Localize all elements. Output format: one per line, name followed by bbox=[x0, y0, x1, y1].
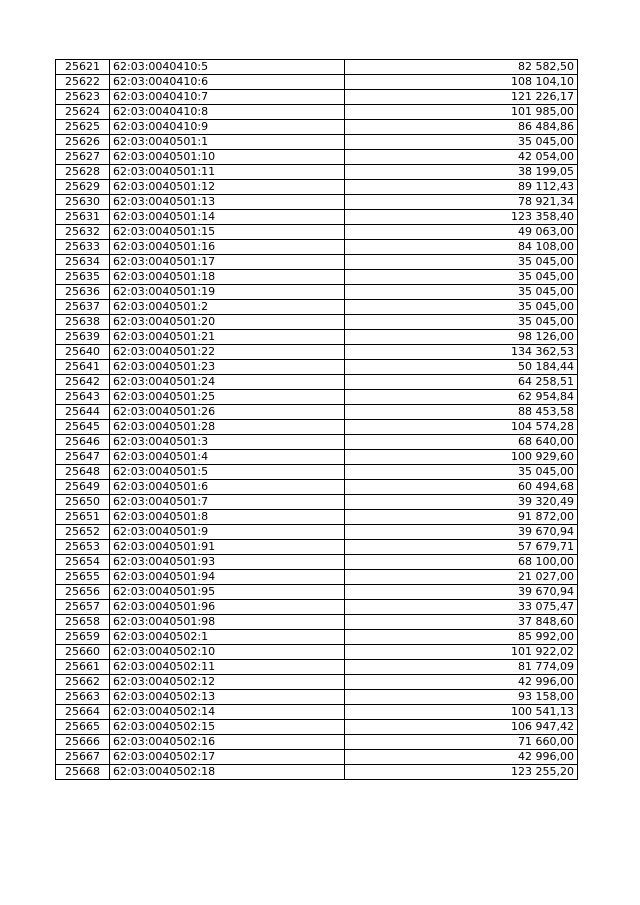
cadastral-number-cell: 62:03:0040501:93 bbox=[110, 555, 345, 570]
cadastral-number-cell: 62:03:0040501:7 bbox=[110, 495, 345, 510]
cadastral-number-cell: 62:03:0040501:14 bbox=[110, 210, 345, 225]
cadastral-value-cell: 57 679,71 bbox=[345, 540, 578, 555]
row-number-cell: 25635 bbox=[56, 270, 110, 285]
table-row bbox=[56, 720, 578, 735]
cadastral-number-cell: 62:03:0040502:18 bbox=[110, 765, 345, 780]
cadastral-number-cell: 62:03:0040502:12 bbox=[110, 675, 345, 690]
cadastral-value-cell: 35 045,00 bbox=[345, 270, 578, 285]
row-number-cell: 25625 bbox=[56, 120, 110, 135]
cadastral-value-cell: 68 640,00 bbox=[345, 435, 578, 450]
table-row bbox=[56, 510, 578, 525]
row-number-cell: 25657 bbox=[56, 600, 110, 615]
table-row bbox=[56, 570, 578, 585]
table-row bbox=[56, 690, 578, 705]
cadastral-value-cell: 82 582,50 bbox=[345, 60, 578, 75]
cadastral-value-cell: 101 922,02 bbox=[345, 645, 578, 660]
cadastral-number-cell: 62:03:0040502:1 bbox=[110, 630, 345, 645]
cadastral-value-cell: 121 226,17 bbox=[345, 90, 578, 105]
cadastral-value-cell: 39 670,94 bbox=[345, 525, 578, 540]
table-row bbox=[56, 435, 578, 450]
table-row bbox=[56, 480, 578, 495]
table-row bbox=[56, 300, 578, 315]
cadastral-number-cell: 62:03:0040501:25 bbox=[110, 390, 345, 405]
table-row bbox=[56, 75, 578, 90]
row-number-cell: 25649 bbox=[56, 480, 110, 495]
table-row bbox=[56, 420, 578, 435]
cadastral-number-cell: 62:03:0040501:18 bbox=[110, 270, 345, 285]
cadastral-value-cell: 35 045,00 bbox=[345, 135, 578, 150]
row-number-cell: 25641 bbox=[56, 360, 110, 375]
row-number-cell: 25664 bbox=[56, 705, 110, 720]
table-row bbox=[56, 630, 578, 645]
row-number-cell: 25647 bbox=[56, 450, 110, 465]
cadastral-number-cell: 62:03:0040501:96 bbox=[110, 600, 345, 615]
row-number-cell: 25668 bbox=[56, 765, 110, 780]
row-number-cell: 25658 bbox=[56, 615, 110, 630]
row-number-cell: 25666 bbox=[56, 735, 110, 750]
table-row bbox=[56, 750, 578, 765]
row-number-cell: 25650 bbox=[56, 495, 110, 510]
row-number-cell: 25622 bbox=[56, 75, 110, 90]
table-row bbox=[56, 315, 578, 330]
row-number-cell: 25624 bbox=[56, 105, 110, 120]
cadastral-number-cell: 62:03:0040501:23 bbox=[110, 360, 345, 375]
cadastral-value-cell: 123 358,40 bbox=[345, 210, 578, 225]
cadastral-value-cell: 21 027,00 bbox=[345, 570, 578, 585]
table-row bbox=[56, 330, 578, 345]
table-row bbox=[56, 210, 578, 225]
table-row bbox=[56, 585, 578, 600]
row-number-cell: 25629 bbox=[56, 180, 110, 195]
row-number-cell: 25651 bbox=[56, 510, 110, 525]
table-row bbox=[56, 525, 578, 540]
cadastral-value-cell: 93 158,00 bbox=[345, 690, 578, 705]
cadastral-value-cell: 50 184,44 bbox=[345, 360, 578, 375]
row-number-cell: 25663 bbox=[56, 690, 110, 705]
cadastral-number-cell: 62:03:0040410:6 bbox=[110, 75, 345, 90]
cadastral-value-cell: 62 954,84 bbox=[345, 390, 578, 405]
table-row bbox=[56, 600, 578, 615]
cadastral-number-cell: 62:03:0040501:24 bbox=[110, 375, 345, 390]
cadastral-value-cell: 88 453,58 bbox=[345, 405, 578, 420]
cadastral-value-cell: 104 574,28 bbox=[345, 420, 578, 435]
row-number-cell: 25656 bbox=[56, 585, 110, 600]
cadastral-value-cell: 35 045,00 bbox=[345, 465, 578, 480]
row-number-cell: 25628 bbox=[56, 165, 110, 180]
row-number-cell: 25626 bbox=[56, 135, 110, 150]
cadastral-value-cell: 39 670,94 bbox=[345, 585, 578, 600]
row-number-cell: 25662 bbox=[56, 675, 110, 690]
row-number-cell: 25640 bbox=[56, 345, 110, 360]
table-row bbox=[56, 660, 578, 675]
cadastral-value-cell: 71 660,00 bbox=[345, 735, 578, 750]
cadastral-number-cell: 62:03:0040502:10 bbox=[110, 645, 345, 660]
cadastral-number-cell: 62:03:0040501:21 bbox=[110, 330, 345, 345]
row-number-cell: 25645 bbox=[56, 420, 110, 435]
cadastral-number-cell: 62:03:0040502:14 bbox=[110, 705, 345, 720]
table-row bbox=[56, 120, 578, 135]
table-row bbox=[56, 675, 578, 690]
row-number-cell: 25667 bbox=[56, 750, 110, 765]
cadastral-value-cell: 84 108,00 bbox=[345, 240, 578, 255]
cadastral-value-cell: 78 921,34 bbox=[345, 195, 578, 210]
table-row bbox=[56, 450, 578, 465]
cadastral-number-cell: 62:03:0040501:5 bbox=[110, 465, 345, 480]
table-row bbox=[56, 195, 578, 210]
cadastral-number-cell: 62:03:0040502:15 bbox=[110, 720, 345, 735]
cadastral-value-cell: 106 947,42 bbox=[345, 720, 578, 735]
cadastral-number-cell: 62:03:0040501:95 bbox=[110, 585, 345, 600]
row-number-cell: 25643 bbox=[56, 390, 110, 405]
row-number-cell: 25637 bbox=[56, 300, 110, 315]
cadastral-number-cell: 62:03:0040501:3 bbox=[110, 435, 345, 450]
cadastral-number-cell: 62:03:0040410:8 bbox=[110, 105, 345, 120]
cadastral-number-cell: 62:03:0040502:11 bbox=[110, 660, 345, 675]
cadastral-value-cell: 60 494,68 bbox=[345, 480, 578, 495]
cadastral-number-cell: 62:03:0040501:91 bbox=[110, 540, 345, 555]
cadastral-value-cell: 98 126,00 bbox=[345, 330, 578, 345]
table-row bbox=[56, 225, 578, 240]
cadastral-value-cell: 35 045,00 bbox=[345, 255, 578, 270]
table-row bbox=[56, 90, 578, 105]
cadastral-value-cell: 42 054,00 bbox=[345, 150, 578, 165]
row-number-cell: 25659 bbox=[56, 630, 110, 645]
cadastral-value-cell: 89 112,43 bbox=[345, 180, 578, 195]
cadastral-number-cell: 62:03:0040410:7 bbox=[110, 90, 345, 105]
row-number-cell: 25623 bbox=[56, 90, 110, 105]
table-row bbox=[56, 405, 578, 420]
row-number-cell: 25646 bbox=[56, 435, 110, 450]
table-row bbox=[56, 360, 578, 375]
table-row bbox=[56, 375, 578, 390]
cadastral-value-cell: 49 063,00 bbox=[345, 225, 578, 240]
cadastral-number-cell: 62:03:0040501:22 bbox=[110, 345, 345, 360]
cadastral-value-cell: 86 484,86 bbox=[345, 120, 578, 135]
row-number-cell: 25634 bbox=[56, 255, 110, 270]
cadastral-number-cell: 62:03:0040501:1 bbox=[110, 135, 345, 150]
cadastral-number-cell: 62:03:0040501:20 bbox=[110, 315, 345, 330]
cadastral-value-cell: 64 258,51 bbox=[345, 375, 578, 390]
table-row bbox=[56, 390, 578, 405]
table-row bbox=[56, 60, 578, 75]
cadastral-value-cell: 33 075,47 bbox=[345, 600, 578, 615]
cadastral-value-cell: 81 774,09 bbox=[345, 660, 578, 675]
cadastral-number-cell: 62:03:0040501:6 bbox=[110, 480, 345, 495]
cadastral-number-cell: 62:03:0040502:17 bbox=[110, 750, 345, 765]
table-row bbox=[56, 150, 578, 165]
table-row bbox=[56, 180, 578, 195]
cadastral-value-cell: 37 848,60 bbox=[345, 615, 578, 630]
table-row bbox=[56, 105, 578, 120]
cadastral-number-cell: 62:03:0040501:28 bbox=[110, 420, 345, 435]
row-number-cell: 25644 bbox=[56, 405, 110, 420]
cadastral-value-cell: 85 992,00 bbox=[345, 630, 578, 645]
row-number-cell: 25638 bbox=[56, 315, 110, 330]
cadastral-value-cell: 35 045,00 bbox=[345, 300, 578, 315]
cadastral-value-cell: 39 320,49 bbox=[345, 495, 578, 510]
cadastral-value-cell: 101 985,00 bbox=[345, 105, 578, 120]
cadastral-value-table bbox=[55, 59, 578, 780]
row-number-cell: 25661 bbox=[56, 660, 110, 675]
cadastral-number-cell: 62:03:0040501:98 bbox=[110, 615, 345, 630]
table-row bbox=[56, 540, 578, 555]
table-row bbox=[56, 615, 578, 630]
table-row bbox=[56, 270, 578, 285]
cadastral-number-cell: 62:03:0040501:2 bbox=[110, 300, 345, 315]
table-row bbox=[56, 555, 578, 570]
cadastral-value-cell: 123 255,20 bbox=[345, 765, 578, 780]
cadastral-number-cell: 62:03:0040501:26 bbox=[110, 405, 345, 420]
cadastral-number-cell: 62:03:0040501:11 bbox=[110, 165, 345, 180]
cadastral-number-cell: 62:03:0040410:5 bbox=[110, 60, 345, 75]
cadastral-number-cell: 62:03:0040501:4 bbox=[110, 450, 345, 465]
cadastral-value-cell: 134 362,53 bbox=[345, 345, 578, 360]
table-row bbox=[56, 165, 578, 180]
row-number-cell: 25660 bbox=[56, 645, 110, 660]
row-number-cell: 25653 bbox=[56, 540, 110, 555]
cadastral-number-cell: 62:03:0040501:94 bbox=[110, 570, 345, 585]
cadastral-number-cell: 62:03:0040501:16 bbox=[110, 240, 345, 255]
table-row bbox=[56, 495, 578, 510]
row-number-cell: 25648 bbox=[56, 465, 110, 480]
cadastral-value-cell: 108 104,10 bbox=[345, 75, 578, 90]
cadastral-value-cell: 100 929,60 bbox=[345, 450, 578, 465]
row-number-cell: 25665 bbox=[56, 720, 110, 735]
cadastral-value-cell: 100 541,13 bbox=[345, 705, 578, 720]
cadastral-value-cell: 68 100,00 bbox=[345, 555, 578, 570]
row-number-cell: 25642 bbox=[56, 375, 110, 390]
row-number-cell: 25655 bbox=[56, 570, 110, 585]
cadastral-number-cell: 62:03:0040502:13 bbox=[110, 690, 345, 705]
table-row bbox=[56, 705, 578, 720]
cadastral-number-cell: 62:03:0040410:9 bbox=[110, 120, 345, 135]
cadastral-value-cell: 42 996,00 bbox=[345, 675, 578, 690]
table-row bbox=[56, 645, 578, 660]
table-row bbox=[56, 765, 578, 780]
row-number-cell: 25630 bbox=[56, 195, 110, 210]
cadastral-number-cell: 62:03:0040501:13 bbox=[110, 195, 345, 210]
table-row bbox=[56, 465, 578, 480]
row-number-cell: 25652 bbox=[56, 525, 110, 540]
table-row bbox=[56, 135, 578, 150]
cadastral-value-cell: 42 996,00 bbox=[345, 750, 578, 765]
table-row bbox=[56, 255, 578, 270]
row-number-cell: 25639 bbox=[56, 330, 110, 345]
cadastral-number-cell: 62:03:0040501:10 bbox=[110, 150, 345, 165]
table-row bbox=[56, 285, 578, 300]
row-number-cell: 25632 bbox=[56, 225, 110, 240]
cadastral-number-cell: 62:03:0040501:9 bbox=[110, 525, 345, 540]
cadastral-value-cell: 38 199,05 bbox=[345, 165, 578, 180]
table-body bbox=[56, 60, 578, 780]
cadastral-value-cell: 91 872,00 bbox=[345, 510, 578, 525]
cadastral-number-cell: 62:03:0040501:8 bbox=[110, 510, 345, 525]
table-row bbox=[56, 240, 578, 255]
cadastral-value-cell: 35 045,00 bbox=[345, 315, 578, 330]
table-row bbox=[56, 735, 578, 750]
row-number-cell: 25633 bbox=[56, 240, 110, 255]
cadastral-number-cell: 62:03:0040501:17 bbox=[110, 255, 345, 270]
row-number-cell: 25631 bbox=[56, 210, 110, 225]
row-number-cell: 25654 bbox=[56, 555, 110, 570]
row-number-cell: 25621 bbox=[56, 60, 110, 75]
cadastral-number-cell: 62:03:0040501:15 bbox=[110, 225, 345, 240]
cadastral-number-cell: 62:03:0040502:16 bbox=[110, 735, 345, 750]
table-row bbox=[56, 345, 578, 360]
row-number-cell: 25636 bbox=[56, 285, 110, 300]
cadastral-value-cell: 35 045,00 bbox=[345, 285, 578, 300]
cadastral-number-cell: 62:03:0040501:12 bbox=[110, 180, 345, 195]
cadastral-number-cell: 62:03:0040501:19 bbox=[110, 285, 345, 300]
row-number-cell: 25627 bbox=[56, 150, 110, 165]
